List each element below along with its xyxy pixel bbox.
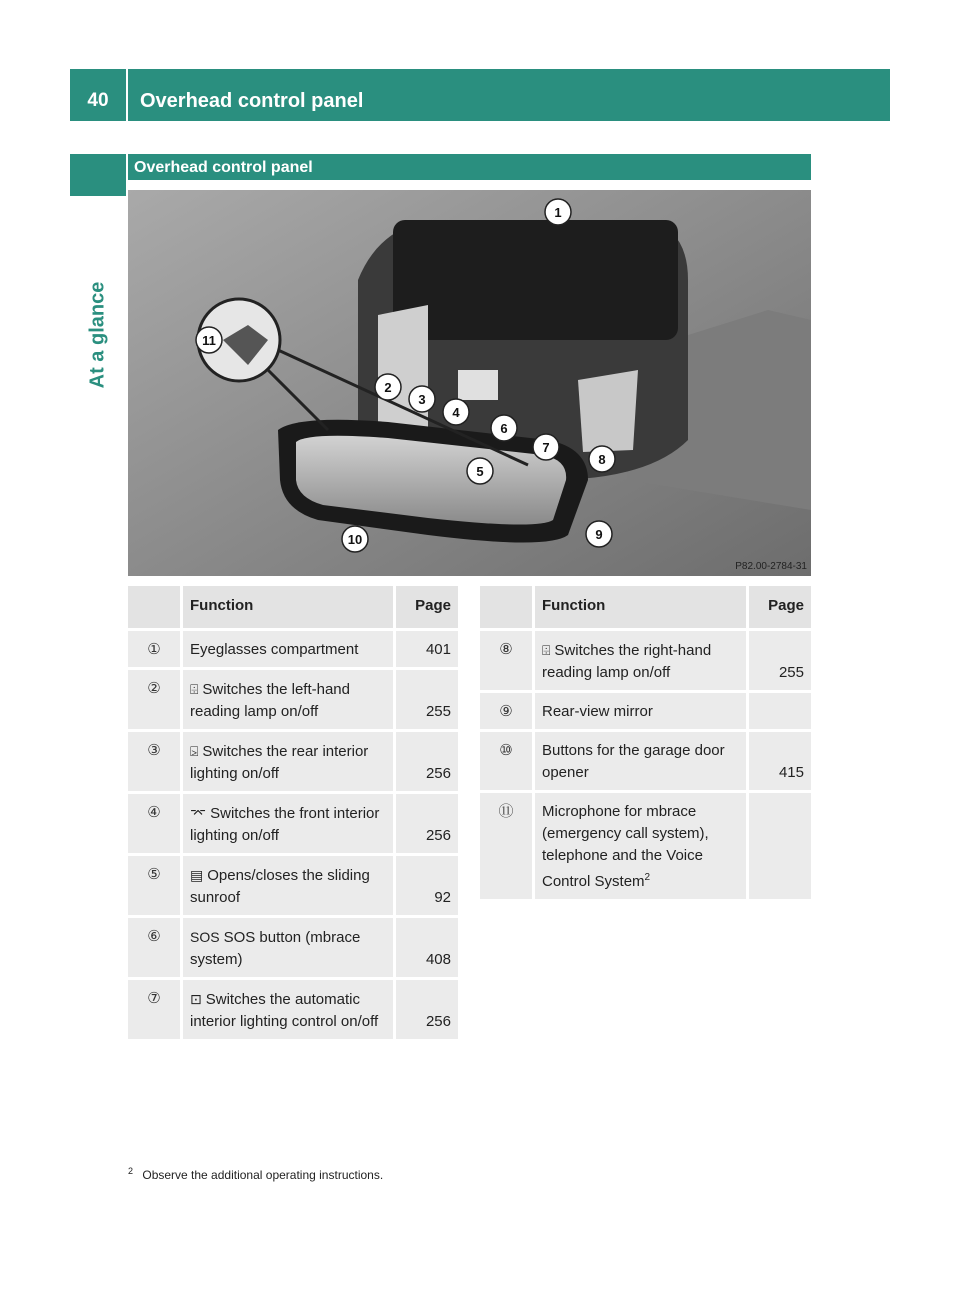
function-symbol-icon: ⌤ [190, 805, 207, 821]
function-symbol-icon: ⌹ [190, 681, 199, 697]
function-text: Switches the right-hand reading lamp on/off [542, 642, 712, 681]
header-divider [126, 69, 128, 121]
table-row [128, 631, 458, 670]
row-function [183, 732, 396, 794]
table-row [480, 793, 811, 902]
function-text: Rear-view mirror [542, 703, 653, 720]
callout-11: 11 [202, 333, 216, 348]
row-page: 401 [396, 631, 458, 670]
function-text: Eyeglasses compartment [190, 641, 359, 658]
row-page: 255 [749, 631, 811, 693]
row-number: ⑦ [128, 980, 183, 1042]
function-text: Switches the front interior lighting on/off [190, 805, 380, 844]
callout-10: 10 [347, 532, 363, 547]
row-number: ④ [128, 794, 183, 856]
row-page: 255 [396, 670, 458, 732]
callout-7: 7 [542, 440, 550, 455]
row-number: ⑪ [480, 793, 535, 902]
table-row [480, 732, 811, 793]
table-row [128, 794, 458, 856]
callout-2: 2 [384, 380, 392, 395]
page-number: 40 [87, 90, 109, 111]
col-function-header: Function [183, 586, 396, 631]
function-text: Switches the rear interior lighting on/off [190, 743, 369, 782]
table-row [480, 693, 811, 732]
callout-1: 1 [554, 205, 562, 220]
row-number: ① [128, 631, 183, 670]
callout-9: 9 [595, 527, 603, 542]
table-row [128, 980, 458, 1042]
footnote-ref: 2 [644, 872, 651, 883]
footnote [128, 1166, 383, 1182]
page-title: Overhead control panel [140, 90, 364, 112]
callout-8: 8 [598, 452, 606, 467]
function-text: Opens/closes the sliding sunroof [190, 867, 370, 906]
row-function [183, 794, 396, 856]
row-page: 408 [396, 918, 458, 980]
row-function [183, 980, 396, 1042]
col-page-header: Page [749, 586, 811, 631]
row-number: ⑤ [128, 856, 183, 918]
row-page [749, 793, 811, 902]
col-number-header [128, 586, 183, 631]
row-function [183, 918, 396, 980]
row-number: ⑥ [128, 918, 183, 980]
function-text: Switches the left-hand reading lamp on/off [190, 681, 350, 720]
row-function [183, 670, 396, 732]
callout-6: 6 [500, 421, 508, 436]
function-symbol-icon: ⊡ [190, 991, 202, 1007]
callout-5: 5 [476, 464, 484, 479]
function-symbol-icon: ▤ [190, 867, 204, 883]
row-page: 256 [396, 980, 458, 1042]
overhead-panel-figure [128, 190, 811, 576]
side-label: At a glance [86, 281, 109, 389]
table-row [128, 856, 458, 918]
row-page: 256 [396, 732, 458, 794]
row-page: 92 [396, 856, 458, 918]
function-text: Microphone for mbrace (emergency call system), telephone and the Voice Control System [542, 803, 709, 890]
row-function [535, 631, 749, 693]
function-symbol-icon: ⍄ [190, 743, 199, 759]
row-page: 415 [749, 732, 811, 793]
overhead-panel-illustration [128, 190, 811, 576]
col-page-header: Page [396, 586, 458, 631]
table-row [128, 670, 458, 732]
function-symbol-icon: SOS [190, 929, 220, 945]
callout-4: 4 [452, 405, 460, 420]
table-row [480, 631, 811, 693]
footnote-text: Observe the additional operating instructions. [142, 1168, 384, 1182]
row-number: ② [128, 670, 183, 732]
table-row [128, 732, 458, 794]
row-function [183, 856, 396, 918]
row-number: ⑧ [480, 631, 535, 693]
section-title: Overhead control panel [128, 154, 811, 180]
table-row [128, 918, 458, 980]
col-number-header [480, 586, 535, 631]
row-number: ⑩ [480, 732, 535, 793]
side-tab [70, 154, 126, 196]
callout-3: 3 [418, 392, 426, 407]
col-function-header: Function [535, 586, 749, 631]
row-number: ③ [128, 732, 183, 794]
right-function-table [480, 586, 811, 902]
footnote-ref: 2 [128, 1166, 134, 1176]
row-function [535, 732, 749, 793]
function-text: Switches the automatic interior lighting control on/off [190, 991, 379, 1030]
function-symbol-icon: ⌹ [542, 642, 551, 658]
row-function [535, 793, 749, 902]
row-page: 256 [396, 794, 458, 856]
row-function [535, 693, 749, 732]
row-page [749, 693, 811, 732]
function-text: SOS button (mbrace system) [190, 929, 361, 968]
row-function [183, 631, 396, 670]
function-text: Buttons for the garage door opener [542, 742, 725, 781]
row-number: ⑨ [480, 693, 535, 732]
figure-code: P82.00-2784-31 [735, 561, 807, 572]
left-function-table [128, 586, 458, 1042]
